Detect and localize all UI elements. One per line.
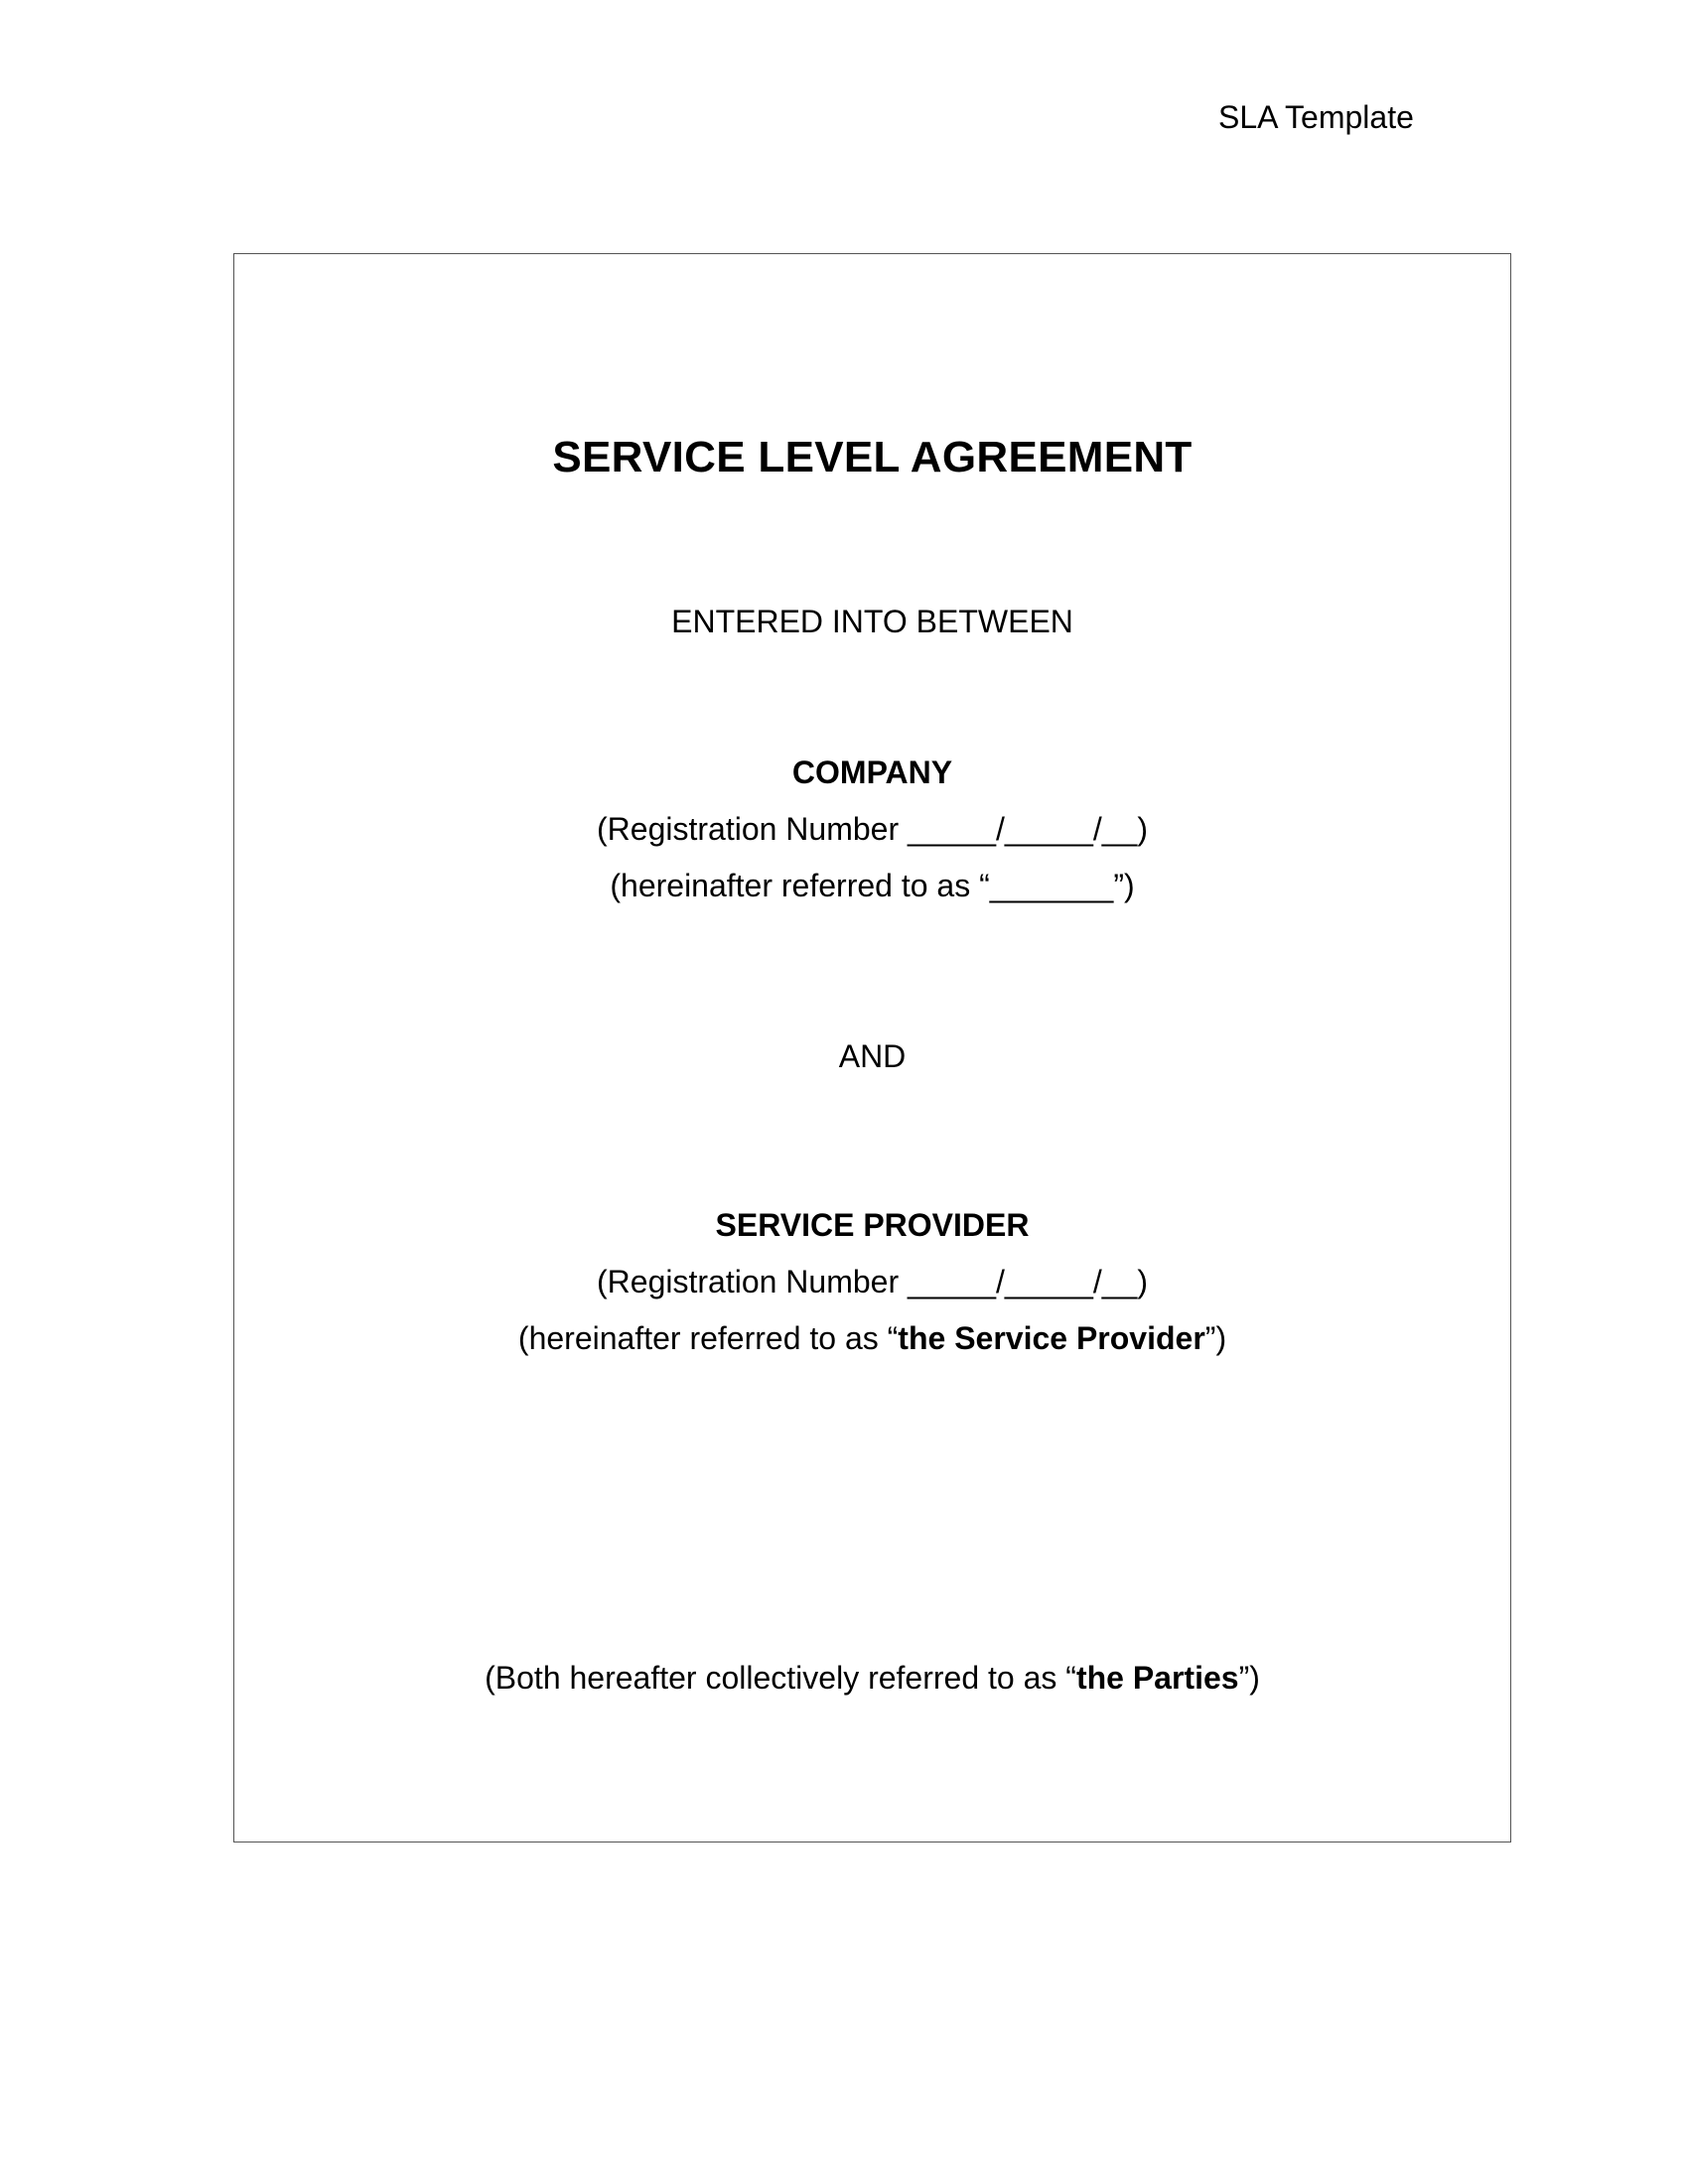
referred-suffix: ”) xyxy=(1204,1320,1227,1356)
service-provider-registration-number: (Registration Number _____/_____/__) xyxy=(597,1264,1148,1299)
referred-term: the Service Provider xyxy=(898,1320,1205,1356)
page-header-label: SLA Template xyxy=(1218,99,1414,135)
company-referred-to-as: (hereinafter referred to as “_______”) xyxy=(610,868,1135,903)
parties-collective-reference xyxy=(234,1658,1510,1698)
cover-page-frame xyxy=(233,253,1511,1843)
referred-prefix: (hereinafter referred to as “ xyxy=(517,1320,899,1356)
company-heading: COMPANY xyxy=(791,754,953,790)
parties-term: the Parties xyxy=(1075,1660,1239,1696)
service-provider-heading: SERVICE PROVIDER xyxy=(715,1207,1030,1243)
document-title: SERVICE LEVEL AGREEMENT xyxy=(552,433,1193,481)
and-separator: AND xyxy=(838,1038,907,1074)
parties-suffix: ”) xyxy=(1238,1660,1260,1696)
service-provider-referred-to-as xyxy=(234,1318,1510,1358)
company-registration-number: (Registration Number _____/_____/__) xyxy=(597,811,1148,847)
parties-prefix: (Both hereafter collectively referred to as “ xyxy=(485,1660,1076,1696)
entered-into-between: ENTERED INTO BETWEEN xyxy=(671,604,1073,639)
